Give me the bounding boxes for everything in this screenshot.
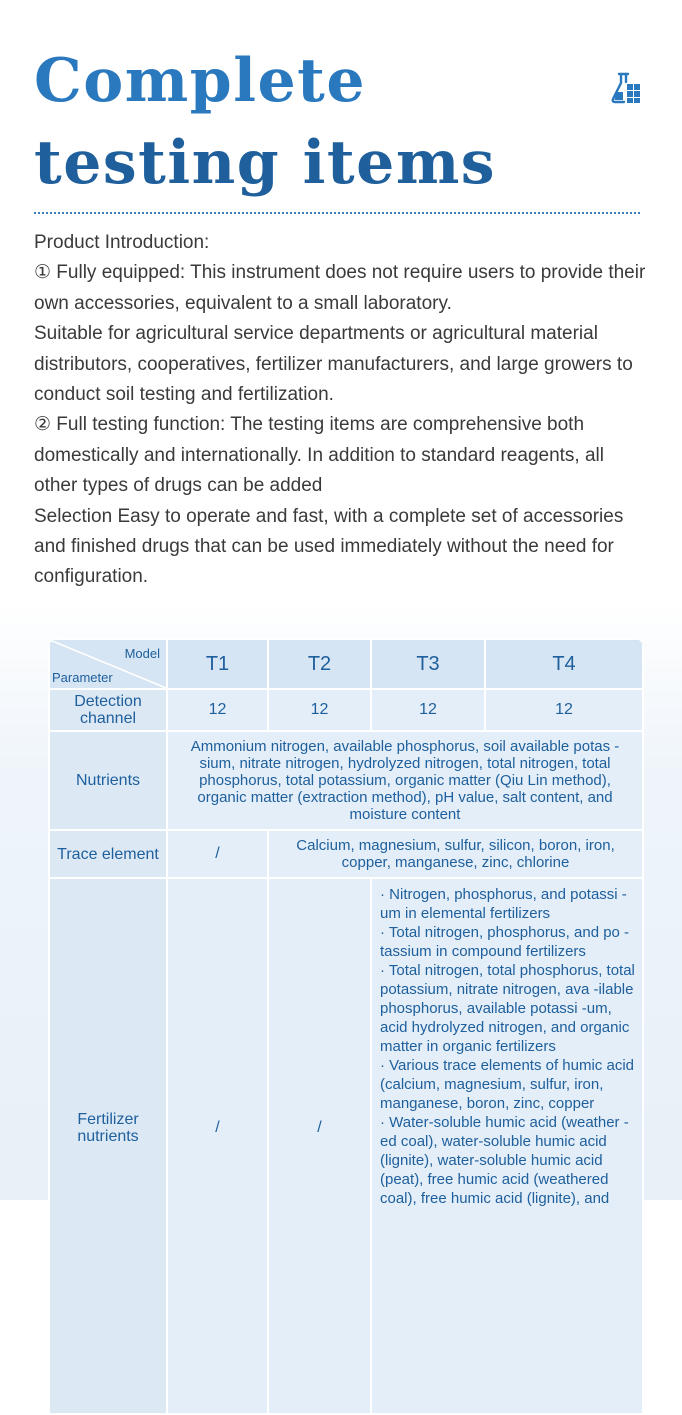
list-item: · Total nitrogen, phosphorus, and po -tassium in compound fertilizers [380, 924, 630, 960]
nutrients-value: Ammonium nitrogen, available phosphorus, soil available potas -sium, nitrate nitrogen, hydrolyzed nitrogen, total nitrogen, total phosphorus, total potassium, organic matter (Qiu Lin method), organic matter (extraction method), pH value, salt content, and moisture content [167, 731, 643, 830]
flask-icon [610, 72, 644, 106]
model-t1: T1 [167, 639, 268, 689]
table-row [49, 830, 643, 878]
corner-cell [49, 639, 167, 689]
table-row [49, 731, 643, 830]
trace-value: Calcium, magnesium, sulfur, silicon, boron, iron, copper, manganese, zinc, chlorine [268, 830, 643, 878]
page-title [34, 40, 496, 204]
model-t4: T4 [485, 639, 643, 689]
list-item: · Water-soluble humic acid (weather -ed coal), water-soluble humic acid (lignite), water-soluble humic acid (peat), free humic acid (weathered coal), free humic acid (lignite), and [380, 1114, 629, 1207]
cell-value: 12 [167, 689, 268, 731]
cell-value: / [167, 878, 268, 1414]
row-label-fertilizer: Fertilizer nutrients [49, 878, 167, 1414]
intro-heading: Product Introduction: [34, 232, 210, 253]
title-line-2: testing items [34, 128, 497, 198]
spec-table [48, 638, 644, 1415]
table-row [49, 689, 643, 731]
row-label-detection: Detection channel [49, 689, 167, 731]
table-header-row [49, 639, 643, 689]
list-item: · Various trace elements of humic acid (calcium, magnesium, sulfur, iron, manganese, boron, zinc, copper [380, 1057, 634, 1112]
dotted-divider [34, 212, 640, 214]
cell-value: 12 [485, 689, 643, 731]
intro-paragraph: ① Fully equipped: This instrument does not require users to provide their own accessories, equivalent to a small laboratory. [34, 262, 646, 314]
corner-model-label: Model [124, 646, 160, 661]
intro-paragraph: Selection Easy to operate and fast, with a complete set of accessories and finished drugs that can be used immediately without the need for configuration. [34, 505, 624, 588]
product-introduction [34, 228, 648, 593]
cell-value: 12 [268, 689, 371, 731]
row-label-trace: Trace element [49, 830, 167, 878]
intro-paragraph: Suitable for agricultural service departments or agricultural material distributors, cooperatives, fertilizer manufacturers, and large growers to conduct soil testing and fertilization. [34, 323, 633, 406]
title-line-1: Complete [34, 46, 367, 116]
fertilizer-list [371, 878, 643, 1414]
model-t3: T3 [371, 639, 485, 689]
intro-paragraph: ② Full testing function: The testing items are comprehensive both domestically and internationally. In addition to standard reagents, all other types of drugs can be added [34, 414, 604, 497]
cell-value: / [268, 878, 371, 1414]
list-item: · Total nitrogen, total phosphorus, total potassium, nitrate nitrogen, ava -ilable phosphorus, available potassi -um, acid hydrolyzed nitrogen, and organic matter in organic fertilizers [380, 962, 635, 1055]
corner-parameter-label: Parameter [52, 670, 113, 685]
row-label-nutrients: Nutrients [49, 731, 167, 830]
table-row [49, 878, 643, 1414]
list-item: · Nitrogen, phosphorus, and potassi -um in elemental fertilizers [380, 886, 627, 922]
cell-value: 12 [371, 689, 485, 731]
cell-value: / [167, 830, 268, 878]
model-t2: T2 [268, 639, 371, 689]
